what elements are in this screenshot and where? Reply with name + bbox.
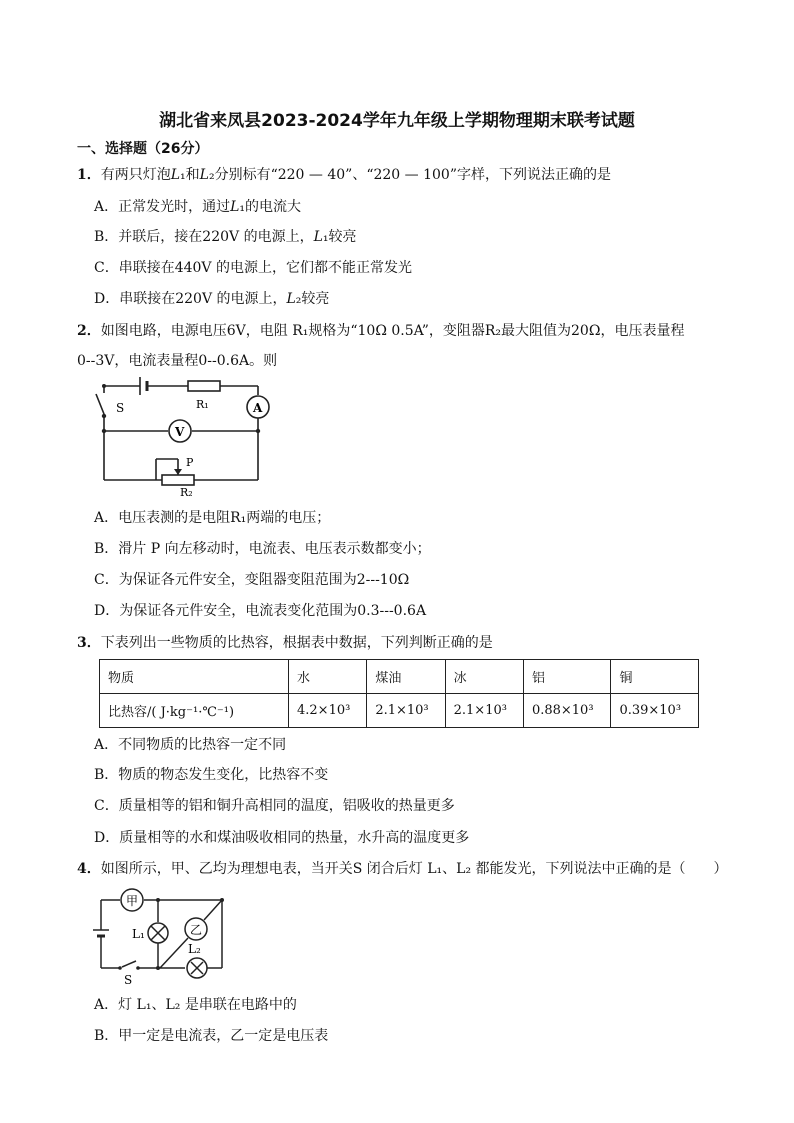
- q3-option-b: B．物质的物态发生变化，比热容不变: [94, 767, 329, 783]
- question-number: 1．: [77, 167, 101, 183]
- table-cell: 铜: [611, 660, 699, 694]
- q2-option-b: B．滑片 P 向左移动时，电流表、电压表示数都变小；: [94, 541, 431, 557]
- q3-option-c: C．质量相等的铝和铜升高相同的温度，铝吸收的热量更多: [94, 798, 455, 814]
- circuit-diagram-q2: [90, 372, 280, 498]
- question-stem: 如图电路，电源电压6V，电阻 R₁规格为“10Ω 0.5A”，变阻器R₂最大阻值为20Ω，电压表量程: [100, 323, 685, 339]
- q1-option-b: B．并联后，接在220V 的电源上，𝐿₁较亮: [94, 229, 357, 245]
- q3-option-a: A．不同物质的比热容一定不同: [94, 737, 287, 753]
- lamp-l2-label: L₂: [188, 942, 201, 956]
- table-header-row: [100, 660, 699, 694]
- q2-option-d: D．为保证各元件安全，电流表变化范围为0.3---0.6A: [94, 603, 427, 619]
- q2-option-c: C．为保证各元件安全，变阻器变阻范围为2---10Ω: [94, 572, 410, 588]
- r1-label: R₁: [196, 398, 209, 411]
- switch-label: S: [124, 973, 133, 987]
- specific-heat-table: [99, 659, 699, 728]
- q4-option-a: A．灯 L₁、L₂ 是串联在电路中的: [94, 997, 297, 1013]
- page-title: 湖北省来凤县2023-2024学年九年级上学期物理期末联考试题: [159, 111, 635, 131]
- switch-label: S: [116, 401, 125, 415]
- table-cell: 比热容/( J·kg⁻¹·℃⁻¹): [100, 694, 289, 728]
- section-heading: 一、选择题（26分）: [77, 141, 209, 157]
- switch-s: [96, 394, 104, 414]
- circuit-diagram-q4: [92, 886, 232, 988]
- table-cell: 0.88×10³: [523, 694, 611, 728]
- table-cell: 2.1×10³: [367, 694, 445, 728]
- slider-label: P: [186, 456, 194, 469]
- meter-jia-label: 甲: [126, 894, 139, 908]
- table-cell: 2.1×10³: [445, 694, 523, 728]
- question-1: [77, 166, 611, 184]
- table-cell: 物质: [100, 660, 289, 694]
- question-number: 3．: [77, 635, 101, 651]
- voltmeter-label: V: [175, 425, 185, 439]
- question-stem: 如图所示，甲、乙均为理想电表，当开关S 闭合后灯 L₁、L₂ 都能发光，下列说法中正确的是（ ）: [100, 861, 728, 877]
- question-2: [77, 322, 684, 340]
- table-cell: 4.2×10³: [289, 694, 367, 728]
- table-row: [100, 694, 699, 728]
- table-cell: 0.39×10³: [611, 694, 699, 728]
- q1-option-c: C．串联接在440V 的电源上，它们都不能正常发光: [94, 260, 412, 276]
- question-number: 4．: [77, 861, 101, 877]
- lamp-l1-label: L₁: [132, 927, 145, 941]
- table-cell: 冰: [445, 660, 523, 694]
- q1-option-a: A．正常发光时，通过𝐿₁的电流大: [94, 199, 302, 215]
- question-number: 2．: [77, 323, 101, 339]
- slider-arrow-icon: [174, 469, 182, 475]
- table-cell: 煤油: [367, 660, 445, 694]
- q3-option-d: D．质量相等的水和煤油吸收相同的热量，水升高的温度更多: [94, 830, 470, 846]
- question-4: [77, 860, 728, 878]
- ammeter-label: A: [253, 401, 263, 415]
- q2-option-a: A．电压表测的是电阻R₁两端的电压；: [94, 510, 331, 526]
- question-stem-continued: 0--3V，电流表量程0--0.6A。则: [77, 353, 278, 369]
- rheostat-r2: [162, 475, 194, 485]
- table-cell: 水: [289, 660, 367, 694]
- r2-label: R₂: [180, 486, 193, 498]
- q4-option-b: B．甲一定是电流表，乙一定是电压表: [94, 1028, 329, 1044]
- table-cell: 铝: [523, 660, 611, 694]
- q1-option-d: D．串联接在220V 的电源上，𝐿₂较亮: [94, 291, 330, 307]
- meter-yi-label: 乙: [190, 923, 203, 937]
- question-stem: 有两只灯泡𝐿₁和𝐿₂分别标有“220 — 40”、“220 — 100”字样，下列说法正确的是: [100, 167, 611, 183]
- question-3: [77, 634, 493, 652]
- resistor-r1: [188, 381, 220, 391]
- question-stem: 下表列出一些物质的比热容，根据表中数据，下列判断正确的是: [100, 635, 493, 651]
- switch-s: [122, 961, 136, 967]
